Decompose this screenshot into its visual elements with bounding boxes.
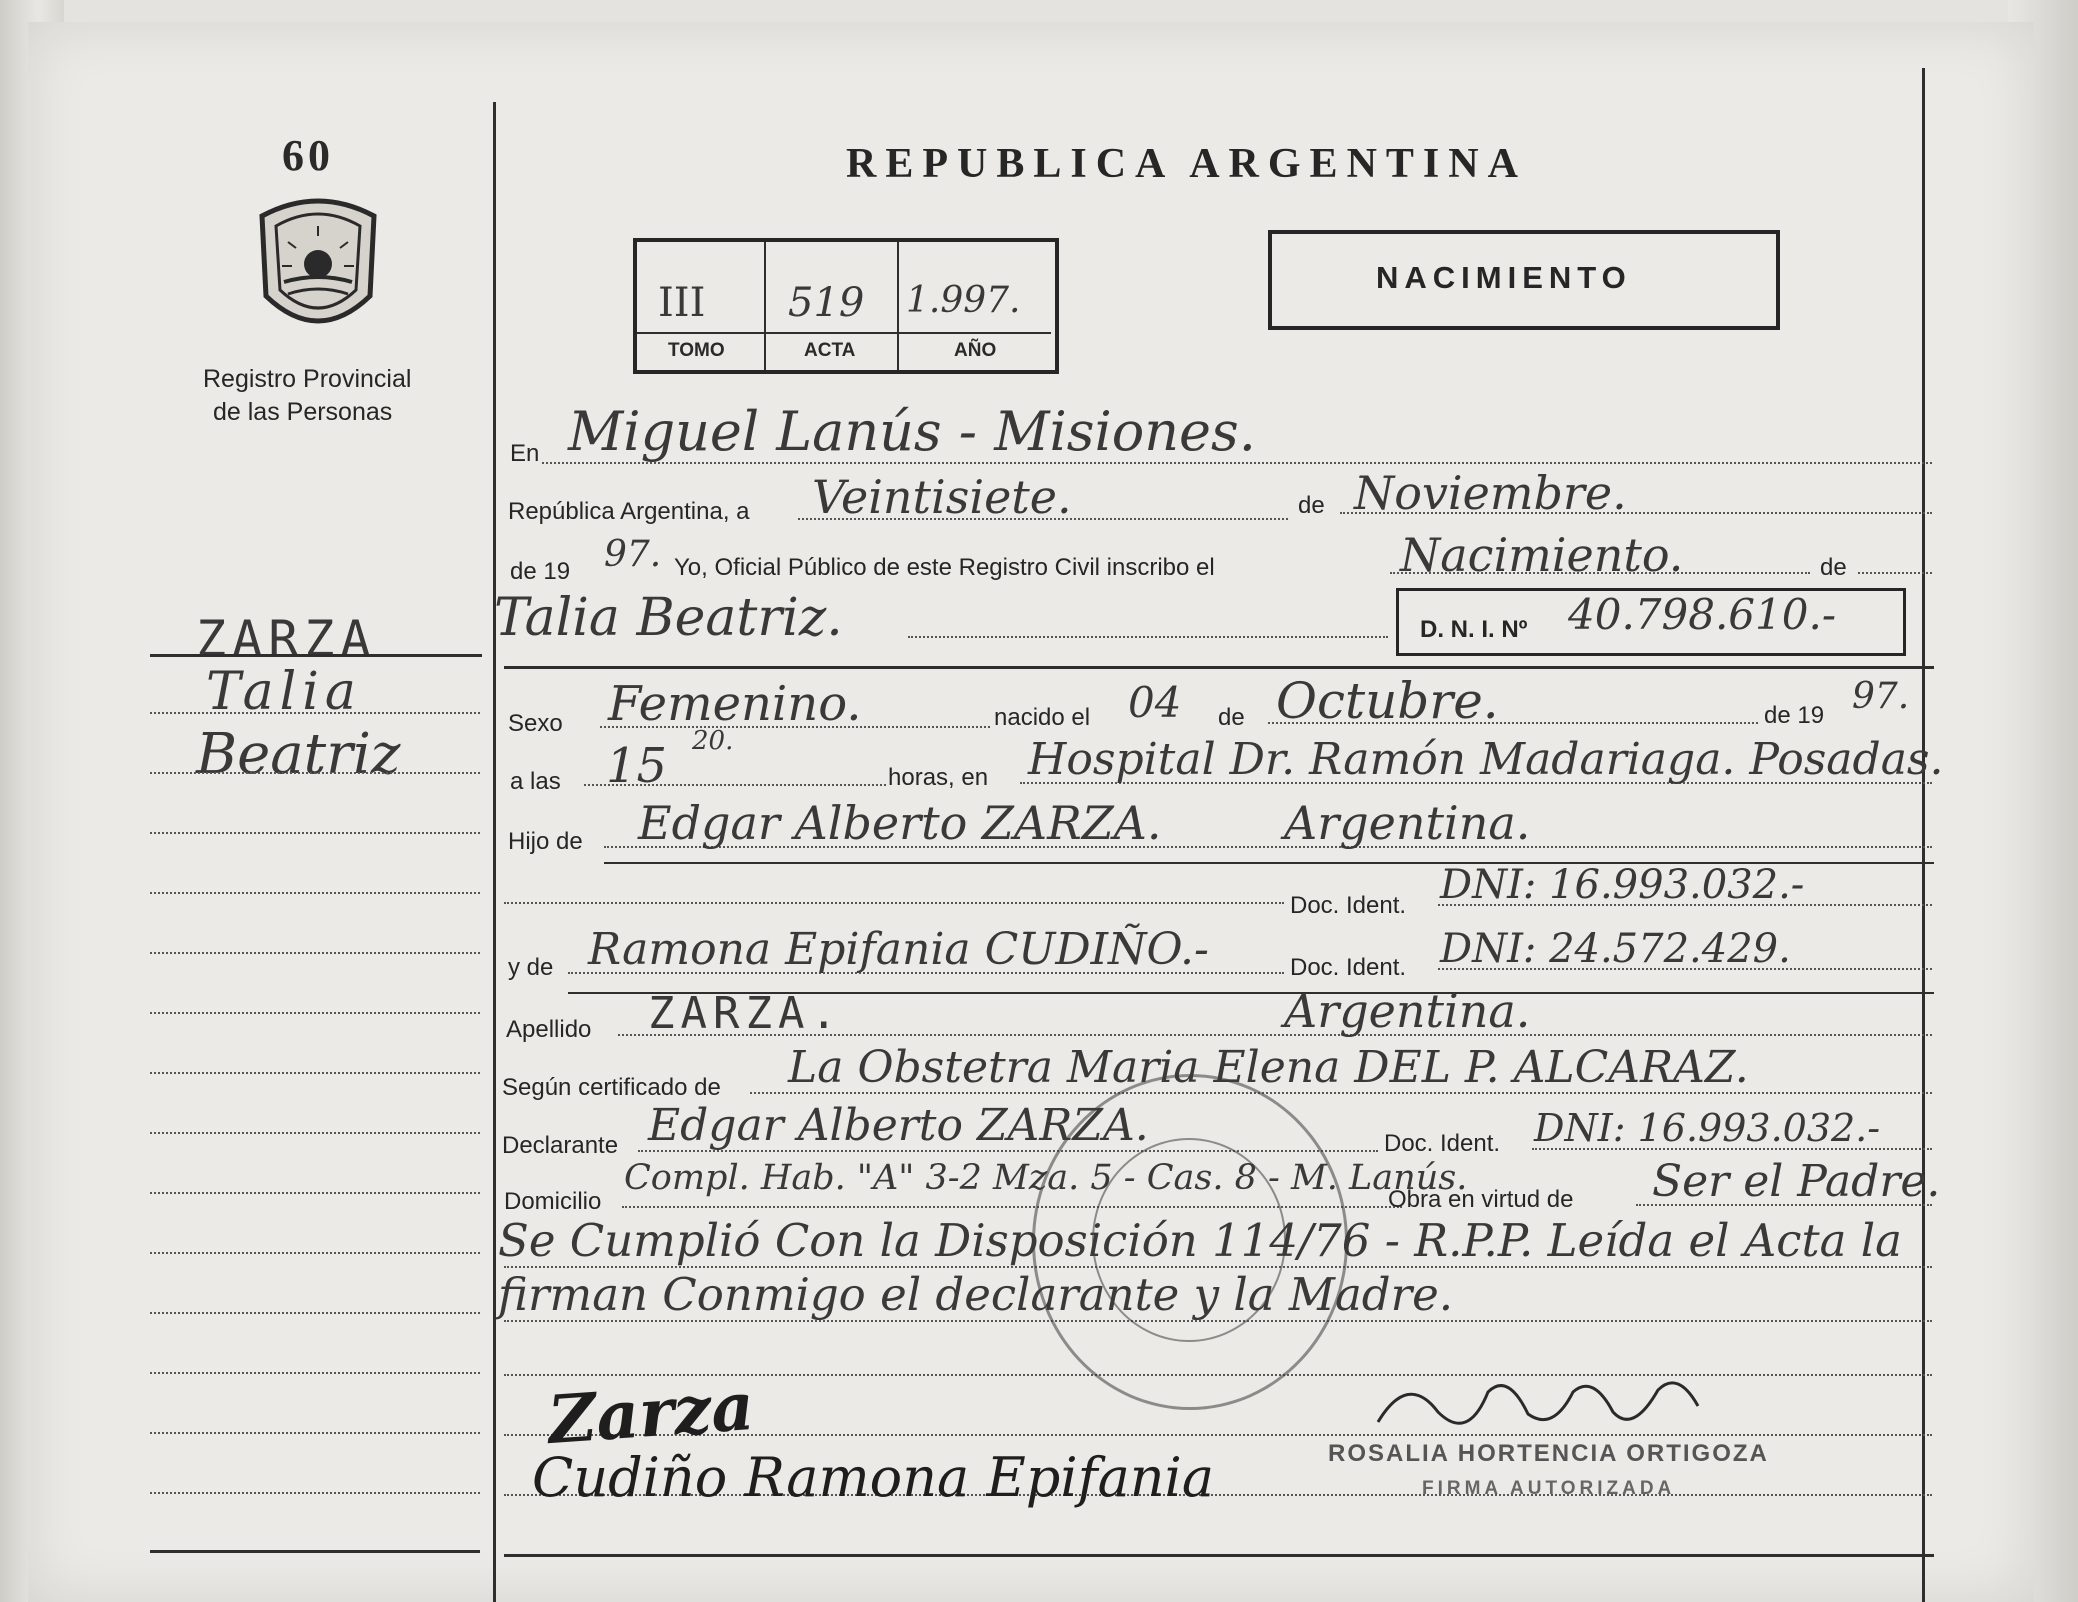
birth-certificate-page (28, 22, 2034, 1602)
official-signature-scribble (1368, 1362, 1728, 1442)
margin-rule (150, 892, 480, 894)
madre-doc: DNI: 24.572.429. (1440, 926, 1791, 972)
bottom-rule (504, 1554, 1934, 1557)
margin-rule (150, 1312, 480, 1314)
domicilio-value: Compl. Hab. "A" 3-2 Mza. 5 - Cas. 8 - M. Lanús. (624, 1158, 1468, 1198)
record-box-divider (637, 332, 1051, 334)
inscribo-label (674, 554, 1215, 582)
obra-value: Ser el Padre. (1652, 1156, 1941, 1207)
registry-name-line2: de las Personas (213, 398, 393, 426)
madre-value: Ramona Epifania CUDIÑO.- (588, 924, 1209, 975)
acta-value: 519 (788, 280, 865, 326)
margin-rule (150, 832, 480, 834)
nacido-label: nacido el (994, 704, 1091, 731)
acta-label: ACTA (804, 340, 856, 361)
margin-rule (150, 1372, 480, 1374)
official-name: ROSALIA HORTENCIA ORTIGOZA (1328, 1440, 1769, 1467)
month-value: Noviembre. (1354, 466, 1627, 520)
sexo-value: Femenino. (608, 676, 862, 732)
margin-rule (150, 952, 480, 954)
tomo-value: III (658, 280, 706, 326)
margin-given-name-1: Talia (206, 662, 362, 722)
day-value: Veintisiete. (812, 470, 1072, 524)
sexo-label: Sexo (508, 710, 563, 737)
column-divider (493, 102, 496, 1602)
margin-given-name-2: Beatriz (196, 722, 401, 787)
padre-doc: DNI: 16.993.032.- (1440, 862, 1805, 908)
nota-line-1-text: Se Cumplió Con la Disposición 114/76 - R.P.P. Leída el Acta la (498, 1214, 1902, 1267)
dni-label: D. N. I. Nº (1420, 616, 1528, 643)
tomo-label: TOMO (668, 340, 725, 361)
year-prefix: de 19 (510, 558, 571, 585)
padre-nacionalidad: Argentina. (1284, 796, 1531, 850)
margin-rule (150, 1492, 480, 1494)
declarante-doc: DNI: 16.993.032.- (1534, 1106, 1881, 1150)
crest-icon (252, 186, 384, 346)
padre-doc-label: Doc. Ident. (1290, 892, 1407, 919)
de19-label: de 19 (1764, 702, 1825, 729)
horas-en-label: horas, en (888, 764, 989, 791)
hora-value: 15 (606, 738, 668, 794)
margin-rule (150, 1132, 480, 1134)
margin-rule (150, 1012, 480, 1014)
nacido-month: Octubre. (1276, 672, 1499, 730)
child-name: Talia Beatriz. (494, 588, 843, 648)
declarante-doc-label: Doc. Ident. (1384, 1130, 1501, 1157)
right-border (1922, 68, 1925, 1602)
registry-name-line1: Registro Provincial (203, 365, 412, 393)
margin-surname: ZARZA (196, 610, 377, 668)
obra-label: Obra en virtud de (1388, 1186, 1574, 1213)
ano-value: 1.997. (906, 280, 1021, 321)
lugar-value: Hospital Dr. Ramón Madariaga. Posadas. (1028, 734, 1944, 785)
de-label-2: de (1820, 554, 1847, 581)
dni-value: 40.798.610.- (1568, 590, 1837, 639)
margin-rule (150, 1550, 480, 1553)
document-type: NACIMIENTO (1376, 260, 1632, 295)
margin-rule (150, 654, 482, 657)
declarante-signature: Zarza (545, 1366, 757, 1460)
margin-rule (150, 1432, 480, 1434)
apellido-value: ZARZA. (648, 988, 843, 1039)
inscribo-text: Yo, Oficial Público de este Registro Civil inscribo el (674, 554, 1215, 581)
ano-label: AÑO (954, 340, 997, 361)
apellido-nacionalidad: Argentina. (1284, 984, 1531, 1038)
nacido-day: 04 (1128, 678, 1182, 727)
padre-extra-line (504, 902, 1284, 904)
madre-doc-label: Doc. Ident. (1290, 954, 1407, 981)
inscribo-value: Nacimiento. (1400, 528, 1684, 582)
yde-label: y de (508, 954, 554, 981)
nacido-year: 97. (1852, 676, 1910, 717)
official-seal-inner (1092, 1138, 1286, 1342)
record-box-divider (897, 242, 899, 370)
margin-rule (150, 1252, 480, 1254)
page-number: 60 (282, 131, 334, 180)
section-rule (504, 666, 1934, 669)
de-line-2 (1858, 572, 1932, 574)
en-label: En (510, 440, 540, 467)
hijo-label: Hijo de (508, 828, 583, 855)
padre-value: Edgar Alberto ZARZA. (638, 796, 1162, 850)
certificado-value: La Obstetra Maria Elena DEL P. ALCARAZ. (788, 1042, 1749, 1093)
margin-rule (150, 772, 480, 774)
minutos-value: 20. (692, 726, 734, 756)
official-title: FIRMA AUTORIZADA (1422, 1478, 1676, 1499)
domicilio-label: Domicilio (504, 1188, 602, 1215)
de-label: de (1298, 492, 1325, 519)
name-line (908, 636, 1388, 638)
declarante-label: Declarante (502, 1132, 619, 1159)
de-label-3: de (1218, 704, 1245, 731)
margin-rule (150, 1192, 480, 1194)
margin-rule (150, 1072, 480, 1074)
apellido-label: Apellido (506, 1016, 592, 1043)
declarante-value: Edgar Alberto ZARZA. (648, 1100, 1149, 1151)
record-box-divider (764, 242, 766, 370)
margin-rule (150, 712, 480, 714)
en-value: Miguel Lanús - Misiones. (568, 400, 1256, 463)
year-value: 97. (604, 534, 662, 575)
alas-label: a las (510, 768, 561, 795)
certificado-label: Según certificado de (502, 1074, 721, 1101)
madre-signature: Cudiño Ramona Epifania (532, 1446, 1215, 1509)
nota-line-2-text: firman Conmigo el declarante y la Madre. (498, 1268, 1454, 1321)
republica-label: República Argentina, a (508, 498, 750, 525)
country-title: REPUBLICA ARGENTINA (846, 141, 1527, 187)
